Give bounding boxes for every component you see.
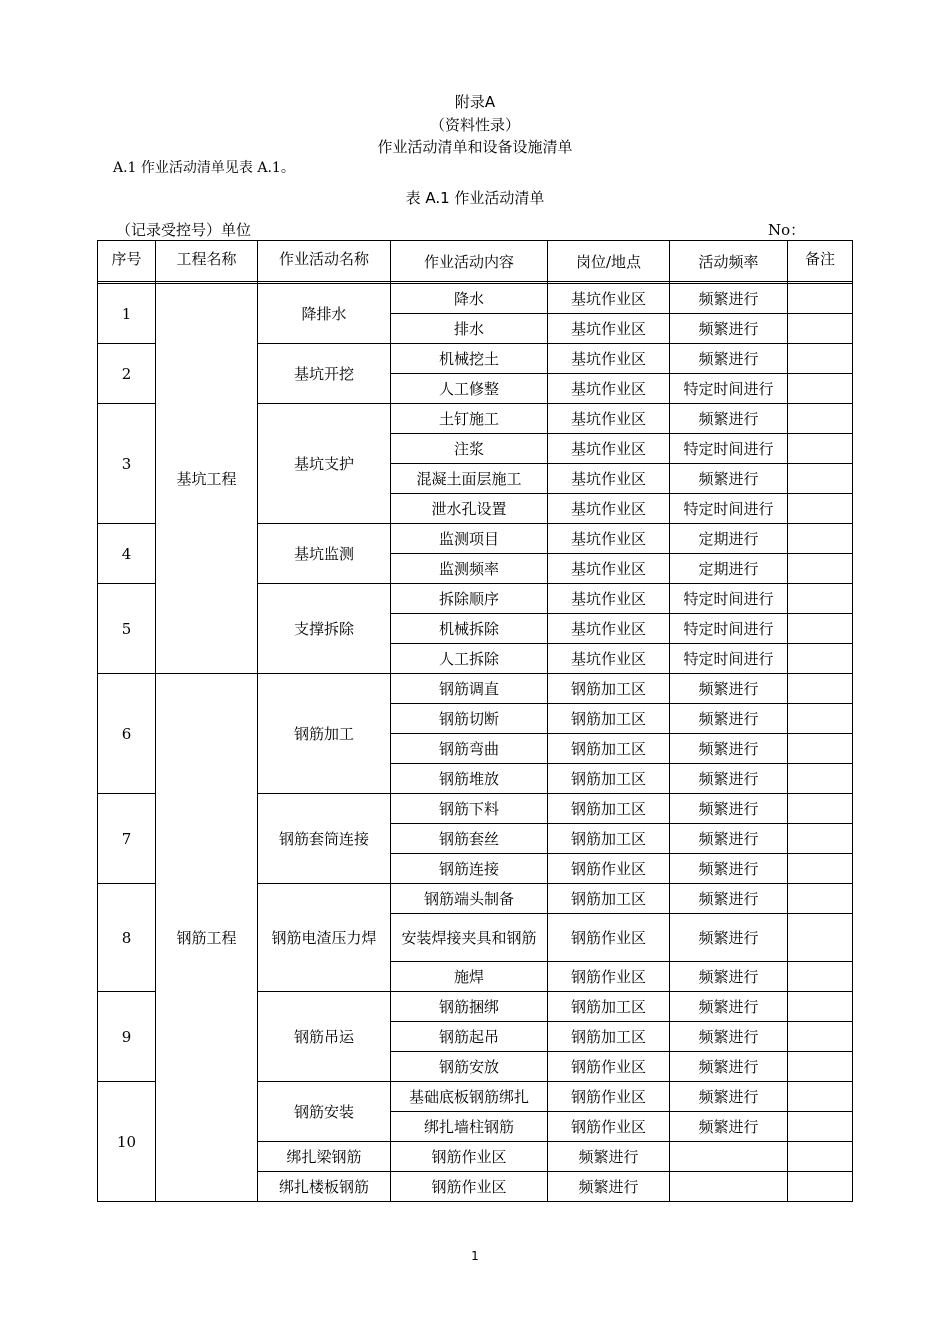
content-cell: 钢筋端头制备 <box>391 884 548 914</box>
remark-cell <box>788 1082 853 1112</box>
seq-cell: 6 <box>98 674 156 794</box>
freq-cell: 频繁进行 <box>670 1022 788 1052</box>
place-cell: 钢筋加工区 <box>548 764 670 794</box>
place-cell: 基坑作业区 <box>548 494 670 524</box>
content-cell: 土钉施工 <box>391 404 548 434</box>
remark-cell <box>788 1022 853 1052</box>
content-cell: 人工修整 <box>391 374 548 404</box>
remark-cell <box>788 404 853 434</box>
freq-cell: 频繁进行 <box>670 284 788 314</box>
freq-cell: 定期进行 <box>670 524 788 554</box>
remark-cell <box>788 524 853 554</box>
page-number: 1 <box>471 1249 479 1263</box>
content-cell: 钢筋堆放 <box>391 764 548 794</box>
freq-cell: 频繁进行 <box>670 764 788 794</box>
remark-cell <box>788 914 853 962</box>
freq-cell: 频繁进行 <box>670 962 788 992</box>
place-cell: 基坑作业区 <box>548 374 670 404</box>
seq-cell: 3 <box>98 404 156 524</box>
content-cell: 钢筋套丝 <box>391 824 548 854</box>
remark-cell <box>788 434 853 464</box>
activity-cell: 钢筋吊运 <box>258 992 391 1082</box>
content-cell: 钢筋弯曲 <box>391 734 548 764</box>
place-cell: 基坑作业区 <box>548 404 670 434</box>
content-cell: 机械拆除 <box>391 614 548 644</box>
remark-cell <box>788 1112 853 1142</box>
content-cell: 钢筋安放 <box>391 1052 548 1082</box>
place-cell: 钢筋加工区 <box>548 1022 670 1052</box>
place-cell: 基坑作业区 <box>548 434 670 464</box>
activity-cell: 支撑拆除 <box>258 584 391 674</box>
freq-cell: 定期进行 <box>670 554 788 584</box>
place-cell: 钢筋作业区 <box>548 854 670 884</box>
col-header: 作业活动名称 <box>258 241 391 282</box>
activity-cell: 基坑支护 <box>258 404 391 524</box>
place-cell: 基坑作业区 <box>548 524 670 554</box>
place-cell: 钢筋作业区 <box>548 914 670 962</box>
content-cell: 机械挖土 <box>391 344 548 374</box>
remark-cell <box>788 992 853 1022</box>
project-cell: 钢筋工程 <box>156 674 258 1202</box>
freq-cell: 频繁进行 <box>670 992 788 1022</box>
freq-cell: 频繁进行 <box>670 1082 788 1112</box>
freq-cell: 频繁进行 <box>670 704 788 734</box>
remark-cell <box>788 464 853 494</box>
content-cell: 钢筋起吊 <box>391 1022 548 1052</box>
place-cell: 基坑作业区 <box>548 584 670 614</box>
content-cell: 人工拆除 <box>391 644 548 674</box>
shifted-activity-cell: 绑扎梁钢筋 <box>258 1142 391 1172</box>
content-cell: 绑扎墙柱钢筋 <box>391 1112 548 1142</box>
place-cell: 钢筋作业区 <box>548 1082 670 1112</box>
freq-cell: 频繁进行 <box>670 1112 788 1142</box>
place-cell: 基坑作业区 <box>548 644 670 674</box>
col-header: 活动频率 <box>670 241 788 282</box>
record-control-unit: （记录受控号）单位 <box>116 221 252 239</box>
place-cell: 基坑作业区 <box>548 554 670 584</box>
freq-cell: 特定时间进行 <box>670 434 788 464</box>
freq-cell: 频繁进行 <box>670 914 788 962</box>
shifted-freq-cell: 频繁进行 <box>548 1172 670 1202</box>
content-cell: 拆除顺序 <box>391 584 548 614</box>
remark-cell <box>788 704 853 734</box>
remark-cell <box>788 1052 853 1082</box>
table-header-row <box>98 241 853 282</box>
remark-cell <box>788 794 853 824</box>
remark-cell <box>788 962 853 992</box>
empty-cell <box>670 1142 788 1172</box>
place-cell: 钢筋作业区 <box>548 1052 670 1082</box>
place-cell: 钢筋加工区 <box>548 824 670 854</box>
appendix-nature: （资料性录） <box>429 116 520 134</box>
record-number: No： <box>768 221 806 239</box>
seq-cell: 7 <box>98 794 156 884</box>
seq-cell: 10 <box>98 1082 156 1202</box>
shifted-place-cell: 钢筋作业区 <box>391 1142 548 1172</box>
freq-cell: 特定时间进行 <box>670 614 788 644</box>
place-cell: 钢筋作业区 <box>548 962 670 992</box>
place-cell: 钢筋加工区 <box>548 734 670 764</box>
content-cell: 混凝土面层施工 <box>391 464 548 494</box>
freq-cell: 频繁进行 <box>670 674 788 704</box>
freq-cell: 频繁进行 <box>670 884 788 914</box>
place-cell: 基坑作业区 <box>548 284 670 314</box>
activity-cell: 降排水 <box>258 284 391 344</box>
activity-cell: 基坑开挖 <box>258 344 391 404</box>
remark-cell <box>788 734 853 764</box>
remark-cell <box>788 344 853 374</box>
place-cell: 钢筋作业区 <box>548 1112 670 1142</box>
table-row <box>98 674 853 704</box>
remark-cell <box>788 884 853 914</box>
remark-cell <box>788 374 853 404</box>
freq-cell: 频繁进行 <box>670 1052 788 1082</box>
intro-text: A.1 作业活动清单见表 A.1。 <box>113 160 295 176</box>
freq-cell: 特定时间进行 <box>670 494 788 524</box>
col-header: 序号 <box>98 241 156 282</box>
content-cell: 泄水孔设置 <box>391 494 548 524</box>
place-cell: 钢筋加工区 <box>548 992 670 1022</box>
place-cell: 钢筋加工区 <box>548 674 670 704</box>
freq-cell: 特定时间进行 <box>670 374 788 404</box>
table-row <box>98 284 853 314</box>
freq-cell: 频繁进行 <box>670 794 788 824</box>
content-cell: 钢筋连接 <box>391 854 548 884</box>
appendix-label: 附录A <box>454 93 496 111</box>
col-header: 工程名称 <box>156 241 258 282</box>
remark-cell <box>788 644 853 674</box>
content-cell: 安装焊接夹具和钢筋 <box>391 914 548 962</box>
content-cell: 监测项目 <box>391 524 548 554</box>
activity-cell: 钢筋套筒连接 <box>258 794 391 884</box>
remark-cell <box>788 1172 853 1202</box>
project-cell: 基坑工程 <box>156 284 258 674</box>
place-cell: 基坑作业区 <box>548 464 670 494</box>
activity-table <box>97 240 853 1202</box>
content-cell: 基础底板钢筋绑扎 <box>391 1082 548 1112</box>
remark-cell <box>788 284 853 314</box>
seq-cell: 8 <box>98 884 156 992</box>
place-cell: 钢筋加工区 <box>548 704 670 734</box>
freq-cell: 频繁进行 <box>670 734 788 764</box>
table-title: 表 A.1 作业活动清单 <box>405 189 545 207</box>
col-header: 备注 <box>788 241 853 282</box>
seq-cell: 5 <box>98 584 156 674</box>
content-cell: 降水 <box>391 284 548 314</box>
freq-cell: 频繁进行 <box>670 404 788 434</box>
col-header: 作业活动内容 <box>391 241 548 282</box>
seq-cell: 1 <box>98 284 156 344</box>
freq-cell: 频繁进行 <box>670 314 788 344</box>
place-cell: 钢筋加工区 <box>548 884 670 914</box>
freq-cell: 特定时间进行 <box>670 644 788 674</box>
place-cell: 基坑作业区 <box>548 614 670 644</box>
seq-cell: 2 <box>98 344 156 404</box>
remark-cell <box>788 584 853 614</box>
page-title: 作业活动清单和设备设施清单 <box>377 138 573 156</box>
remark-cell <box>788 674 853 704</box>
content-cell: 排水 <box>391 314 548 344</box>
activity-cell: 基坑监测 <box>258 524 391 584</box>
remark-cell <box>788 494 853 524</box>
content-cell: 监测频率 <box>391 554 548 584</box>
remark-cell <box>788 854 853 884</box>
place-cell: 钢筋加工区 <box>548 794 670 824</box>
place-cell: 基坑作业区 <box>548 314 670 344</box>
freq-cell: 频繁进行 <box>670 344 788 374</box>
activity-cell: 钢筋电渣压力焊 <box>258 884 391 992</box>
freq-cell: 频繁进行 <box>670 824 788 854</box>
empty-cell <box>670 1172 788 1202</box>
activity-cell: 钢筋安装 <box>258 1082 391 1142</box>
activity-cell: 钢筋加工 <box>258 674 391 794</box>
seq-cell: 4 <box>98 524 156 584</box>
remark-cell <box>788 314 853 344</box>
remark-cell <box>788 824 853 854</box>
shifted-place-cell: 钢筋作业区 <box>391 1172 548 1202</box>
remark-cell <box>788 1142 853 1172</box>
content-cell: 钢筋下料 <box>391 794 548 824</box>
remark-cell <box>788 614 853 644</box>
remark-cell <box>788 554 853 584</box>
content-cell: 注浆 <box>391 434 548 464</box>
freq-cell: 特定时间进行 <box>670 584 788 614</box>
shifted-freq-cell: 频繁进行 <box>548 1142 670 1172</box>
col-header: 岗位/地点 <box>548 241 670 282</box>
content-cell: 施焊 <box>391 962 548 992</box>
freq-cell: 频繁进行 <box>670 464 788 494</box>
shifted-activity-cell: 绑扎楼板钢筋 <box>258 1172 391 1202</box>
place-cell: 基坑作业区 <box>548 344 670 374</box>
content-cell: 钢筋切断 <box>391 704 548 734</box>
content-cell: 钢筋捆绑 <box>391 992 548 1022</box>
content-cell: 钢筋调直 <box>391 674 548 704</box>
remark-cell <box>788 764 853 794</box>
freq-cell: 频繁进行 <box>670 854 788 884</box>
seq-cell: 9 <box>98 992 156 1082</box>
